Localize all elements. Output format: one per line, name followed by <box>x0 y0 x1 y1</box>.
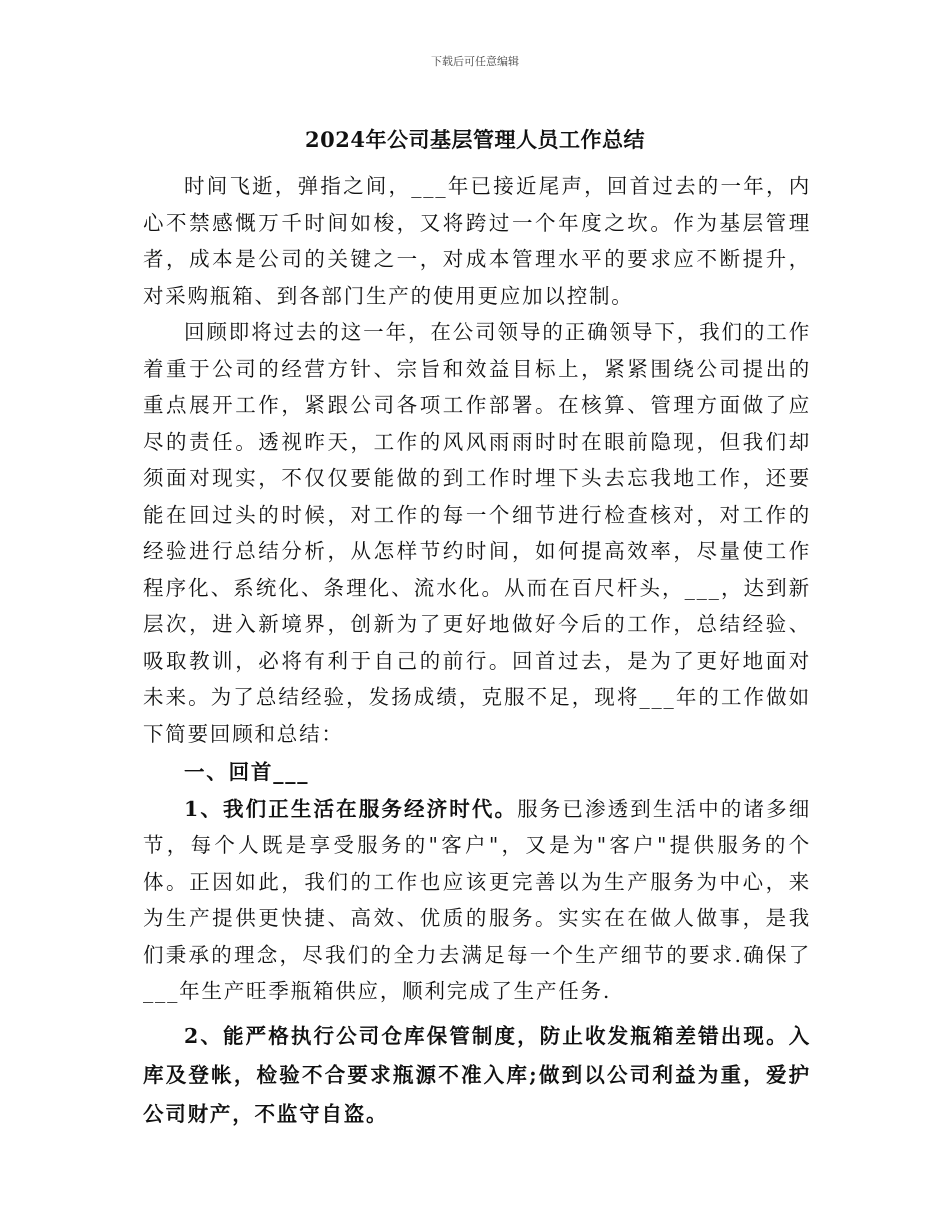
review-paragraph: 回顾即将过去的这一年，在公司领导的正确领导下，我们的工作着重于公司的经营方针、宗旨和效益目标上，紧紧围绕公司提出的重点展开工作，紧跟公司各项工作部署。在核算、管理方面做了应尽的责任。透视昨天，工作的风风雨雨时时在眼前隐现，但我们却须面对现实，不仅仅要能做的到工作时埋下头去忘我地工作，还要能在回过头的时候，对工作的每一个细节进行检查核对，对工作的经验进行总结分析，从怎样节约时间，如何提高效率，尽量使工作程序化、系统化、条理化、流水化。从而在百尺杆头，___，达到新层次，进入新境界，创新为了更好地做好今后的工作，总结经验、吸取教训，必将有利于自己的前行。回首过去，是为了更好地面对未来。为了总结经验，发扬成绩，克服不足，现将___年的工作做如下简要回顾和总结： <box>143 320 811 746</box>
item-1-paragraph <box>143 791 811 1010</box>
document-body <box>143 168 811 1134</box>
item-2-paragraph: 2、能严格执行公司仓库保管制度，防止收发瓶箱差错出现。入库及登帐，检验不合要求瓶源不准入库;做到以公司利益为重，爱护公司财产，不监守自盗。 <box>143 1023 811 1126</box>
item-1-lead: 1、我们正生活在服务经济时代。 <box>184 796 518 821</box>
item-1-text: 服务已渗透到生活中的诸多细节，每个人既是享受服务的"客户"，又是为"客户"提供服务的个体。正因如此，我们的工作也应该更完善以为生产服务为中心，来为生产提供更快捷、高效、优质的服务。实实在在做人做事，是我们秉承的理念，尽我们的全力去满足每一个生产细节的要求.确保了___年生产旺季瓶箱供应，顺利完成了生产任务. <box>143 796 811 1003</box>
header-note: 下载后可任意编辑 <box>431 55 519 68</box>
section-heading: 一、回首___ <box>184 760 310 784</box>
document-title: 2024年公司基层管理人员工作总结 <box>305 127 645 152</box>
intro-paragraph: 时间飞逝，弹指之间，___年已接近尾声，回首过去的一年，内心不禁感慨万千时间如梭，又将跨过一个年度之坎。作为基层管理者，成本是公司的关键之一，对成本管理水平的要求应不断提升，对采购瓶箱、到各部门生产的使用更应加以控制。 <box>143 174 811 308</box>
